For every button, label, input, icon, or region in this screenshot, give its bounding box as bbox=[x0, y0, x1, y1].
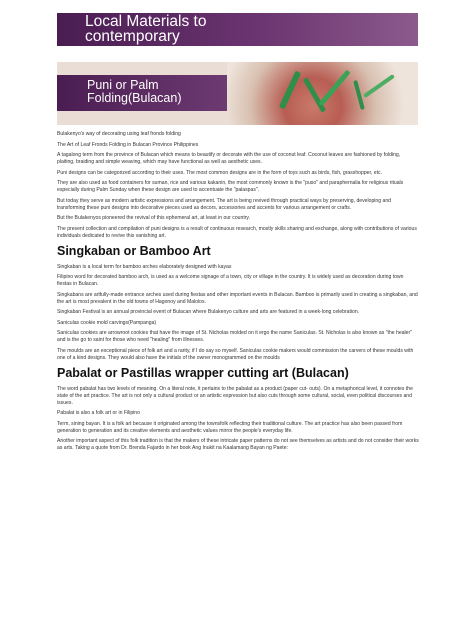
paragraph: But today they serve as modern artistic expressions and arrangement. The art is being revived through practical ways by preserving, developing and transforming these puni designs into decorative pieces used as decors, accessories and accents for various arrangement or crafts. bbox=[57, 197, 392, 211]
section-heading: Singkaban or Bamboo Art bbox=[57, 243, 211, 258]
paragraph: The present collection and compilation of puni designs is a result of continuous research, mostly skills sharing and exchange, along with contributions of various individuals dedicated to revive this vanishing art. bbox=[57, 225, 417, 239]
subtitle-label bbox=[57, 75, 227, 111]
paragraph: They are also used as food containers for suman, rice and various kakanin, the most commonly known is the "puso" and paraphernalia for religious rituals especially during Palm Sunday when these design are used to accentuate the "palaspas". bbox=[57, 180, 404, 193]
paragraph: Puni designs can be categorized according to their uses. The most common designs are in the form of toys such as birds, fish, grasshopper, etc. bbox=[57, 169, 382, 176]
paragraph: Pabalat is also a folk art or in Filipino bbox=[57, 410, 140, 416]
document-body bbox=[57, 128, 419, 456]
paragraph: Singkabans are artfully-made entrance arches used during fiestas and other important events in Bulacan. Bamboo is primarily used in creating a singkaban, and the art is most prevalent in the old towns of Hagonoy and Malolos. bbox=[57, 291, 418, 305]
paragraph: The word pabalat has two levels of meaning. On a literal note, it pertains to the pabalat as a product (paper cut- outs). On a metaphorical level, it connotes the state of the art practice. The art is not only a cultural product or an artistic expression but also cuts through some cultural, social, even political discourses and issues. bbox=[57, 385, 413, 406]
paragraph: Another important aspect of this folk tradition is that the makers of these intricate paper patterns do not see themselves as artists and do not consider their works as arts. Taking a quote from Dr. Brenda Fajardo in her book Ang Inukit na Kaalamang Bayan ng Paete: bbox=[57, 438, 419, 451]
paragraph: Filipino word for decorated bamboo arch, is used as a welcome signage of a town, city or village in the country. It is widely used as decoration during town fiestas in Bulacan. bbox=[57, 274, 404, 287]
title-line-2: contemporary bbox=[85, 28, 180, 45]
paragraph: Singkaban Festival is an annual provincial event of Bulacan where Bulakenyo culture and arts are featured in a week-long celebration. bbox=[57, 309, 360, 315]
paragraph: Bulakenyo's way of decorating using leaf fronds folding bbox=[57, 131, 181, 137]
paragraph: The Art of Leaf Fronds Folding in Bulacan Province Philippines bbox=[57, 141, 199, 148]
title-banner bbox=[57, 13, 418, 46]
section-heading: Pabalat or Pastillas wrapper cutting art (Bulacan) bbox=[57, 365, 349, 380]
paragraph: Term, sining bayan. It is a folk art because it originated among the townsfolk reflecting their traditional culture. The art practice has also been passed from generation to generation and its creative elements and aesthetic values mirror the people's everyday life. bbox=[57, 420, 403, 434]
paragraph: Singkaban is a local term for bamboo arches elaborately designed with kayas bbox=[57, 263, 232, 270]
paragraph: But the Bulakenyos pioneered the revival of this ephemeral art, at least in our country. bbox=[57, 215, 251, 221]
subtitle-line-2: Folding(Bulacan) bbox=[87, 91, 182, 105]
subtitle-banner bbox=[57, 62, 418, 125]
paragraph: The moulds are an exceptional piece of folk art and a rarity, if I do say so myself. Saniculas cookie makers would commission the carvers of these moulds with one of a kind designs. They would also have the initials of the owner monogrammed on the moulds bbox=[57, 347, 414, 361]
palm-folding-photo bbox=[227, 62, 418, 125]
paragraph: A tagalong term from the province of Bulacan which means to beautify or decorate with the use of coconut leaf. Coconut leaves are fashioned by folding, plaiting, braiding and simple weaving, which may have functional as well as aesthetic uses. bbox=[57, 152, 401, 165]
subtitle-line-1: Puni or Palm bbox=[87, 78, 159, 92]
title-line-1: Local Materials to bbox=[85, 13, 207, 30]
paragraph: Saniculas cookies are arrowroot cookies that have the image of St. Nicholas molded on it ergo the name Saniculas. St. Nicholas is also known as "the healer" and is the go to saint for those who need "healing" from illnesses. bbox=[57, 330, 412, 343]
paragraph: Saniculas cookie mold carvings(Pampanga) bbox=[57, 319, 157, 326]
